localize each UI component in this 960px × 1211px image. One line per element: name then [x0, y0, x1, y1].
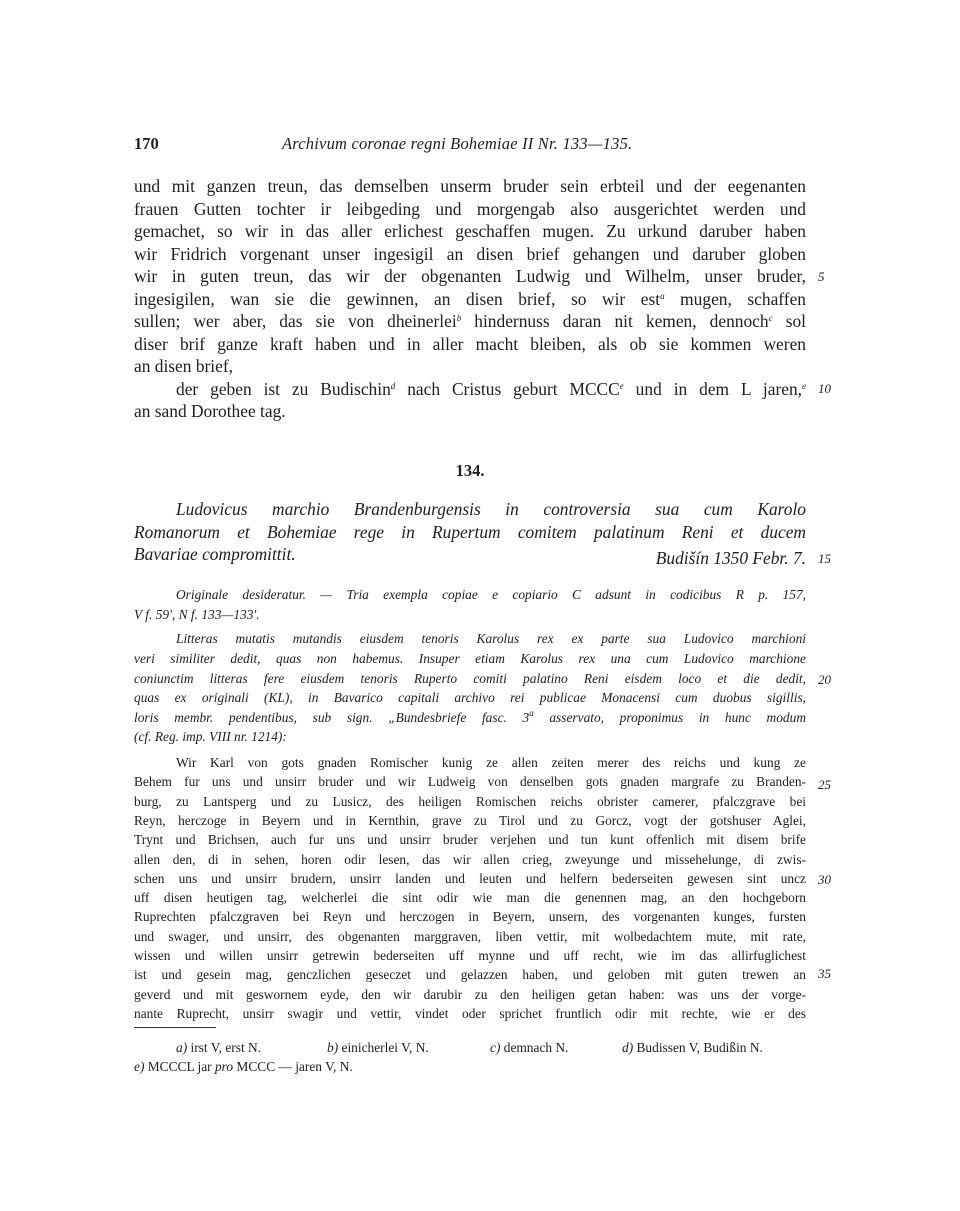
line-number: 5	[818, 269, 825, 284]
footnote-rule	[134, 1027, 216, 1028]
footnote-text: demnach N.	[500, 1040, 569, 1055]
text-line	[134, 288, 806, 311]
footnote-text: pro	[214, 1059, 234, 1074]
charter-line: allen den, di in sehen, horen odir lesen, das wir allen crieg, zweyunge und missehelunge, di zwis-	[134, 851, 806, 867]
footnote-b	[327, 1037, 490, 1058]
note-line: coniunctim litteras fere eiusdem tenoris Ruperto comiti palatino Reni eisdem loco et die dedit,	[134, 670, 806, 686]
footnote-a	[176, 1037, 327, 1058]
note-line: Originale desideratur. — Tria exempla copiae e copiario C adsunt in codicibus R p. 157,	[176, 587, 806, 602]
line-number: 30	[818, 872, 831, 887]
charter-line: uff disen heutigen tag, welcherlei die sint odir wie man die genennen mag, an den hochgeborn	[134, 890, 806, 906]
regest-line: Ludovicus marchio Brandenburgensis in controversia sua cum Karolo	[176, 499, 806, 519]
line-number: 20	[818, 672, 831, 687]
charter-line: nante Ruprecht, unsirr swagir und vettir, vindet oder sprichet fruntlich odir mit rechte, wie er des	[134, 1005, 806, 1021]
charter-line: ist und gesein mag, genczlichen geseczet und gelazzen haben, und geloben mit guten trewen an	[134, 967, 806, 983]
footnote-marker: a	[660, 290, 665, 301]
running-title: Archivum coronae regni Bohemiae II Nr. 133—135.	[282, 134, 633, 153]
footnote-text: einicherlei V, N.	[338, 1040, 429, 1055]
note-text: loris membr. pendentibus, sub sign. „Bundesbriefe fasc. 3	[134, 709, 530, 725]
superscript: a	[529, 707, 534, 718]
footnote-label: a)	[176, 1040, 188, 1055]
running-head	[134, 134, 806, 156]
charter-line: Ruprechten pfalczgraven bei Reyn und herczogen in Beyern, unsern, des vorgenanten kunges, fursten	[134, 909, 806, 925]
footnote-text: MCCC — jaren V, N.	[233, 1059, 353, 1074]
footnote-marker: b	[456, 313, 462, 323]
text-line: gemachet, so wir in das aller erlichest geschaffen mugen. Zu urkund daruber haben	[134, 221, 806, 241]
regest-line: Romanorum et Bohemiae rege in Rupertum comitem palatinum Reni et ducem	[134, 522, 806, 542]
footnote-marker: e	[802, 380, 806, 391]
text-span: der geben ist zu Budischin	[176, 378, 391, 399]
footnote-d	[622, 1037, 763, 1058]
text-span: sol	[772, 311, 806, 331]
text-line: frauen Gutten tochter ir leibgeding und morgengab also ausgerichtet werden und	[134, 198, 806, 219]
footnote-label: e)	[134, 1059, 145, 1074]
footnote-line	[176, 1037, 806, 1058]
footnote-label: d)	[622, 1040, 634, 1055]
charter-line: Reyn, herczoge in Beyern und in Kernthin, grave zu Tirol und zu Gorcz, vogt der gotshuser Aglei,	[134, 812, 806, 828]
footnote-marker: e	[619, 380, 624, 391]
footnote-text: MCCCL jar	[144, 1059, 215, 1074]
line-number: 35	[818, 966, 831, 981]
footnote-marker: d	[390, 380, 396, 391]
text-line: wir in guten treun, das wir der obgenanten Ludwig und Wilhelm, unser bruder,	[134, 266, 806, 286]
note-line: (cf. Reg. imp. VIII nr. 1214):	[134, 729, 287, 744]
text-line: an sand Dorothee tag.	[134, 401, 286, 421]
page-number: 170	[134, 134, 159, 153]
text-span: ingesigilen, wan sie die gewinnen, an disen brief, so wir est	[134, 288, 661, 309]
document-number: 134.	[455, 461, 485, 480]
footnote-marker: c	[768, 313, 773, 323]
line-number: 25	[818, 777, 831, 792]
note-line	[134, 708, 806, 728]
line-number: 10	[818, 381, 831, 396]
footnote-e	[134, 1056, 353, 1077]
text-line: diser brif ganze kraft haben und in aller macht bleiben, als ob sie kommen weren	[134, 333, 806, 354]
footnote-label: b)	[327, 1040, 339, 1055]
charter-line: geverd und mit geswornem eyde, den wir darubir zu den heiligen getan haben: was uns der vorge-	[134, 986, 806, 1002]
note-line: quas ex originali (KL), in Bavarico capitali archivo rei publicae Monacensi cum duobus sigillis,	[134, 690, 806, 705]
text-span: sullen; wer aber, das sie von dheinerlei	[134, 311, 457, 331]
note-text: asservato, proponimus in hunc modum	[533, 709, 806, 725]
footnote-c	[490, 1037, 622, 1058]
charter-line: Trynt und Brichsen, auch fur uns und unsirr bruder verjehen und tun kunt offenlich mit disem brife	[134, 832, 806, 848]
charter-line: burg, zu Lantsperg und zu Lusicz, des heiligen Romischen reichs obrister camerer, pfalczgrave bei	[134, 793, 806, 809]
text-line	[176, 378, 806, 401]
text-line: und mit ganzen treun, das demselben unserm bruder sein erbteil und der eegenanten	[134, 176, 806, 196]
footnote-text: Budissen V, Budißin N.	[633, 1040, 763, 1055]
text-line	[134, 310, 806, 333]
footnote-line	[134, 1056, 806, 1077]
charter-line: Behem fur uns und unsirr bruder und wir Ludweig von denselben gots gnaden margrafe zu Branden-	[134, 774, 806, 790]
text-line: wir Fridrich vorgenant unser ingesigil an disen brief gehangen und daruber globen	[134, 243, 806, 264]
text-span: nach Cristus geburt MCCC	[395, 378, 620, 399]
footnote-text: irst V, erst N.	[187, 1040, 262, 1055]
note-line: veri similiter dedit, quas non habemus. Insuper etiam Karolus rex una cum Ludovico marchione	[134, 651, 806, 666]
line-number: 15	[818, 551, 831, 566]
charter-line: und swager, und unsirr, des obgenanten marggraven, liben vettir, mit wolbedachtem mute, mit rate,	[134, 928, 806, 944]
note-line: V f. 59', N f. 133—133'.	[134, 606, 260, 622]
regest-text: Bavariae compromittit.	[134, 544, 296, 564]
regest-date: Budišín 1350 Febr. 7.	[655, 548, 806, 568]
regest-line	[134, 543, 806, 566]
note-line: Litteras mutatis mutandis eiusdem tenoris Karolus rex ex parte sua Ludovico marchioni	[176, 631, 806, 646]
text-line: an disen brief,	[134, 356, 233, 376]
charter-line: schen uns und unsirr brudern, unsirr landen und leuten und helfern bederseiten gewesen sint uncz	[134, 870, 806, 886]
text-span: mugen, schaffen	[664, 288, 806, 309]
charter-line: wissen und willen unsirr getrewin bederseiten uff mynne und uff recht, wie im das allirfuglichest	[134, 948, 806, 963]
text-span: und in dem L jaren,	[623, 378, 802, 399]
charter-line: Wir Karl von gots gnaden Romischer kunig ze allen zeiten merer des reichs und kung ze	[176, 755, 806, 770]
text-span: hindernuss daran nit kemen, dennoch	[461, 311, 769, 331]
footnote-label: c)	[490, 1040, 501, 1055]
